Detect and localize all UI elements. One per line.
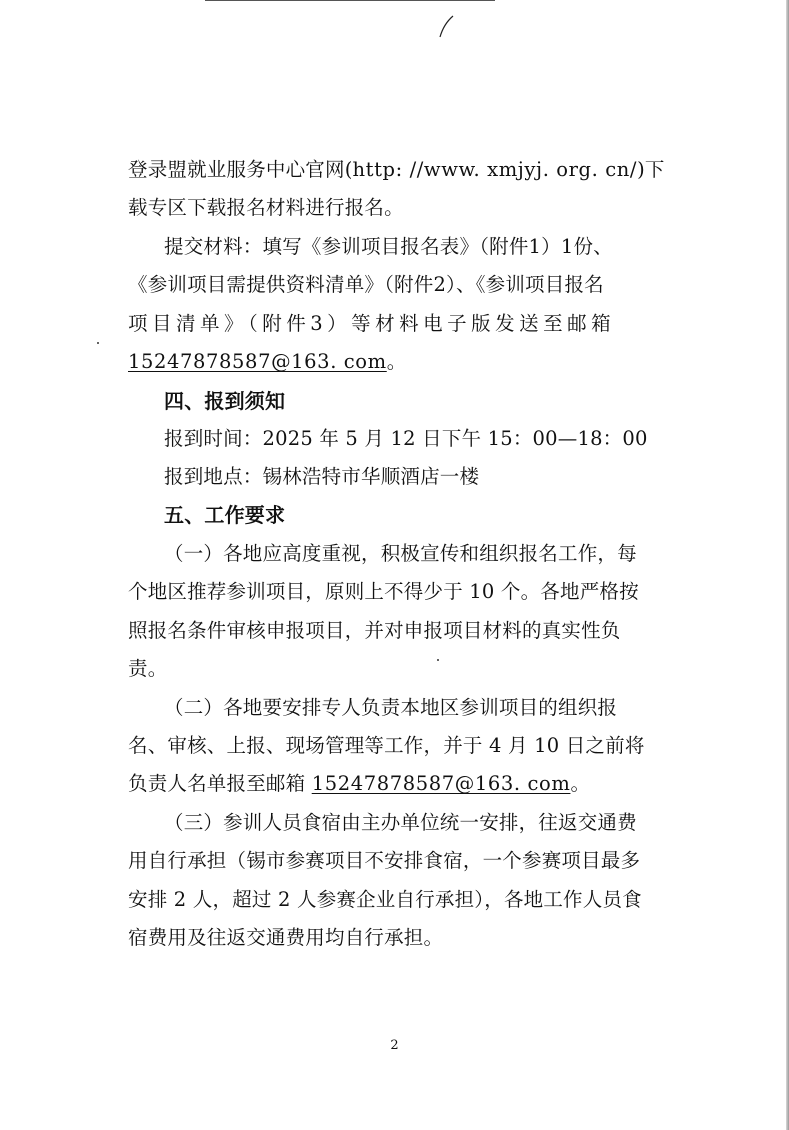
text-line-10: 个地区推荐参训项目，原则上不得少于 10 个。各地严格按: [128, 580, 639, 603]
text-line-8: 报到地点：锡林浩特市华顺酒店一楼: [164, 465, 480, 488]
text-line-15: 负责人名单报至邮箱 15247878587@163. com。: [128, 772, 591, 795]
text-line-17: 用自行承担（锡市参赛项目不安排食宿，一个参赛项目最多: [128, 849, 641, 872]
text-line-7: 报到时间：2025 年 5 月 12 日下午 15：00—18：00: [164, 427, 648, 450]
text-line-11: 照报名条件审核申报项目，并对申报项目材料的真实性负: [128, 619, 621, 642]
text-line-14: 名、审核、上报、现场管理等工作，并于 4 月 10 日之前将: [128, 734, 645, 757]
scan-speck: [437, 659, 439, 661]
email-link-1[interactable]: 15247878587@163. com: [128, 350, 387, 373]
text-line-1: 登录盟就业服务中心官网(http: //www. xmjyj. org. cn/)下: [128, 158, 665, 181]
text-line-5: 项目清单》（附件3）等材料电子版发送至邮箱: [128, 312, 616, 335]
text-line-12: 责。: [128, 657, 168, 680]
text-line-18: 安排 2 人，超过 2 人参赛企业自行承担），各地工作人员食: [128, 888, 642, 911]
text-line-2: 载专区下载报名材料进行报名。: [128, 196, 404, 219]
scan-speck: [97, 342, 99, 344]
website-url[interactable]: http: //www. xmjyj. org. cn/: [352, 158, 638, 181]
pen-mark-icon: [437, 12, 457, 40]
text-line-4: 《参训项目需提供资料清单》（附件2）、《参训项目报名: [128, 273, 604, 296]
top-scan-rule: [205, 0, 495, 1]
section-heading-4: 四、报到须知: [164, 389, 286, 413]
page-number: 2: [390, 1038, 399, 1053]
text-line-19: 宿费用及往返交通费用均自行承担。: [128, 926, 444, 949]
text-line-16: （三）参训人员食宿由主办单位统一安排，往返交通费: [164, 811, 637, 834]
text-line-9: （一）各地应高度重视，积极宣传和组织报名工作，每: [164, 542, 637, 565]
text-line-13: （二）各地要安排专人负责本地区参训项目的组织报: [164, 696, 618, 719]
text-line-6: 15247878587@163. com。: [128, 350, 407, 373]
email-link-2[interactable]: 15247878587@163. com: [311, 772, 571, 795]
text-line-3: 提交材料：填写《参训项目报名表》（附件1）1份、: [164, 235, 613, 258]
section-heading-5: 五、工作要求: [164, 503, 286, 527]
